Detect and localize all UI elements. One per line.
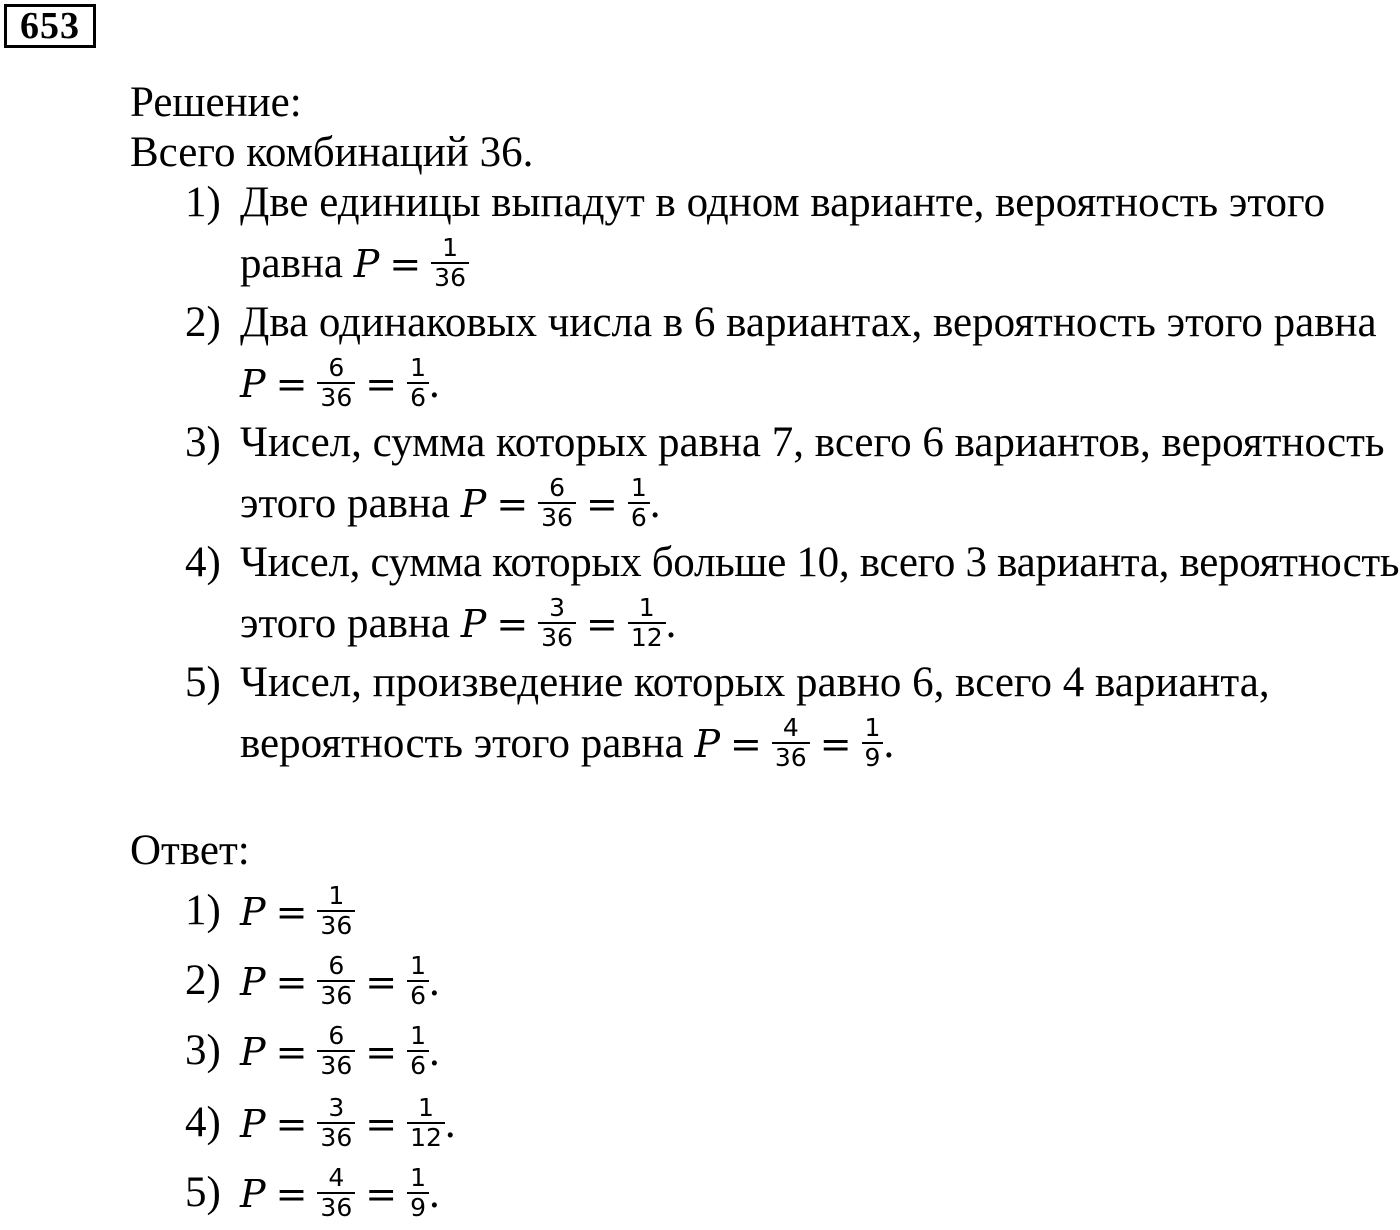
solution-label: Решение: [130, 79, 302, 126]
numerator: 6 [317, 354, 355, 384]
numerator: 1 [431, 234, 469, 264]
item-formula [240, 233, 469, 296]
equals-sign: = [365, 959, 398, 1004]
item-formula [240, 713, 895, 776]
numerator: 1 [407, 1022, 429, 1052]
equals-sign: = [819, 721, 852, 766]
fraction [317, 952, 355, 1010]
formula-prefix: этого равна [240, 479, 450, 527]
equals-sign: = [275, 1171, 308, 1216]
equals-sign: = [585, 601, 618, 646]
probability-variable: P [460, 481, 487, 526]
denominator: 36 [774, 743, 807, 772]
problem-number: 653 [4, 4, 96, 48]
equals-sign: = [275, 1101, 308, 1146]
numerator: 4 [772, 714, 810, 744]
equals-sign: = [496, 481, 529, 526]
denominator: 6 [410, 1051, 426, 1080]
equals-sign: = [585, 481, 618, 526]
equals-sign: = [730, 721, 762, 766]
answer-label: Ответ: [130, 827, 250, 874]
denominator: 36 [320, 1193, 353, 1222]
numerator: 1 [407, 952, 429, 982]
numerator: 3 [538, 594, 576, 624]
fraction [538, 474, 576, 532]
denominator: 9 [864, 743, 881, 772]
answer-number: 5) [185, 1169, 221, 1216]
probability-variable: P [240, 889, 266, 934]
item-number: 1) [185, 179, 221, 226]
fraction [407, 1164, 429, 1222]
item-text: Две единицы выпадут в одном варианте, вероятность этого [240, 179, 1326, 226]
numerator: 4 [317, 1164, 355, 1194]
numerator: 1 [407, 354, 429, 384]
answer-formula [240, 1021, 440, 1084]
item-text: Чисел, произведение которых равно 6, всего 4 варианта, [240, 659, 1270, 706]
denominator: 6 [410, 383, 426, 412]
formula-prefix: этого равна [240, 599, 450, 647]
probability-variable: P [240, 361, 266, 406]
numerator: 3 [317, 1094, 355, 1124]
denominator: 12 [410, 1123, 442, 1152]
denominator: 36 [320, 1051, 353, 1080]
denominator: 9 [410, 1193, 426, 1222]
answer-number: 1) [185, 887, 221, 934]
period: . [649, 479, 661, 527]
denominator: 36 [320, 981, 353, 1010]
equals-sign: = [365, 361, 398, 406]
numerator: 1 [407, 1164, 429, 1194]
probability-variable: P [240, 959, 266, 1004]
numerator: 1 [628, 594, 666, 624]
formula-prefix: вероятность этого равна [240, 719, 684, 767]
fraction [317, 1164, 355, 1222]
denominator: 36 [320, 911, 353, 940]
equals-sign: = [365, 1171, 398, 1216]
fraction [407, 1022, 429, 1080]
period: . [444, 1099, 456, 1147]
numerator: 1 [628, 474, 650, 504]
answer-formula [240, 1093, 456, 1156]
intro-text: Всего комбинаций 36. [130, 129, 534, 176]
denominator: 36 [434, 263, 466, 292]
denominator: 12 [630, 623, 663, 652]
fraction [772, 714, 810, 772]
item-number: 2) [185, 299, 221, 346]
fraction [538, 594, 576, 652]
item-number: 5) [185, 659, 221, 706]
fraction [628, 474, 650, 532]
item-text: Два одинаковых числа в 6 вариантах, вероятность этого равна [240, 299, 1377, 346]
numerator: 1 [317, 882, 355, 912]
fraction [317, 882, 355, 940]
item-number: 4) [185, 539, 221, 586]
numerator: 1 [862, 714, 884, 744]
denominator: 36 [541, 503, 573, 532]
numerator: 6 [317, 1022, 355, 1052]
equals-sign: = [275, 889, 308, 934]
item-formula [240, 593, 677, 656]
numerator: 6 [317, 952, 355, 982]
probability-variable: P [240, 1171, 266, 1216]
denominator: 36 [320, 383, 353, 412]
item-formula [240, 473, 661, 536]
numerator: 6 [538, 474, 576, 504]
answer-formula [240, 1163, 440, 1226]
equals-sign: = [365, 1029, 398, 1074]
fraction [317, 354, 355, 412]
probability-variable: P [694, 721, 721, 766]
equals-sign: = [275, 1029, 308, 1074]
answer-formula [240, 881, 355, 944]
formula-prefix: равна [240, 239, 343, 287]
probability-variable: P [460, 601, 487, 646]
fraction [628, 594, 666, 652]
equals-sign: = [275, 959, 308, 1004]
period: . [883, 719, 895, 767]
equals-sign: = [496, 601, 529, 646]
period: . [428, 957, 440, 1005]
fraction [407, 952, 429, 1010]
probability-variable: P [240, 1101, 266, 1146]
fraction [317, 1022, 355, 1080]
equals-sign: = [389, 241, 422, 286]
item-text: Чисел, сумма которых больше 10, всего 3 варианта, вероятность [240, 539, 1400, 586]
period: . [665, 599, 677, 647]
numerator: 1 [407, 1094, 445, 1124]
answer-number: 4) [185, 1099, 221, 1146]
probability-variable: P [240, 1029, 266, 1074]
item-number: 3) [185, 419, 221, 466]
answer-formula [240, 951, 440, 1014]
fraction [862, 714, 884, 772]
denominator: 6 [630, 503, 647, 532]
denominator: 36 [320, 1123, 353, 1152]
equals-sign: = [275, 361, 308, 406]
period: . [428, 1027, 440, 1075]
period: . [428, 359, 440, 407]
denominator: 6 [410, 981, 426, 1010]
probability-variable: P [353, 241, 380, 286]
item-text: Чисел, сумма которых равна 7, всего 6 вариантов, вероятность [240, 419, 1385, 466]
denominator: 36 [541, 623, 573, 652]
fraction [407, 1094, 445, 1152]
answer-number: 3) [185, 1027, 221, 1074]
fraction [317, 1094, 355, 1152]
fraction [431, 234, 469, 292]
answer-number: 2) [185, 957, 221, 1004]
item-formula [240, 353, 440, 416]
period: . [428, 1169, 440, 1217]
equals-sign: = [365, 1101, 398, 1146]
fraction [407, 354, 429, 412]
